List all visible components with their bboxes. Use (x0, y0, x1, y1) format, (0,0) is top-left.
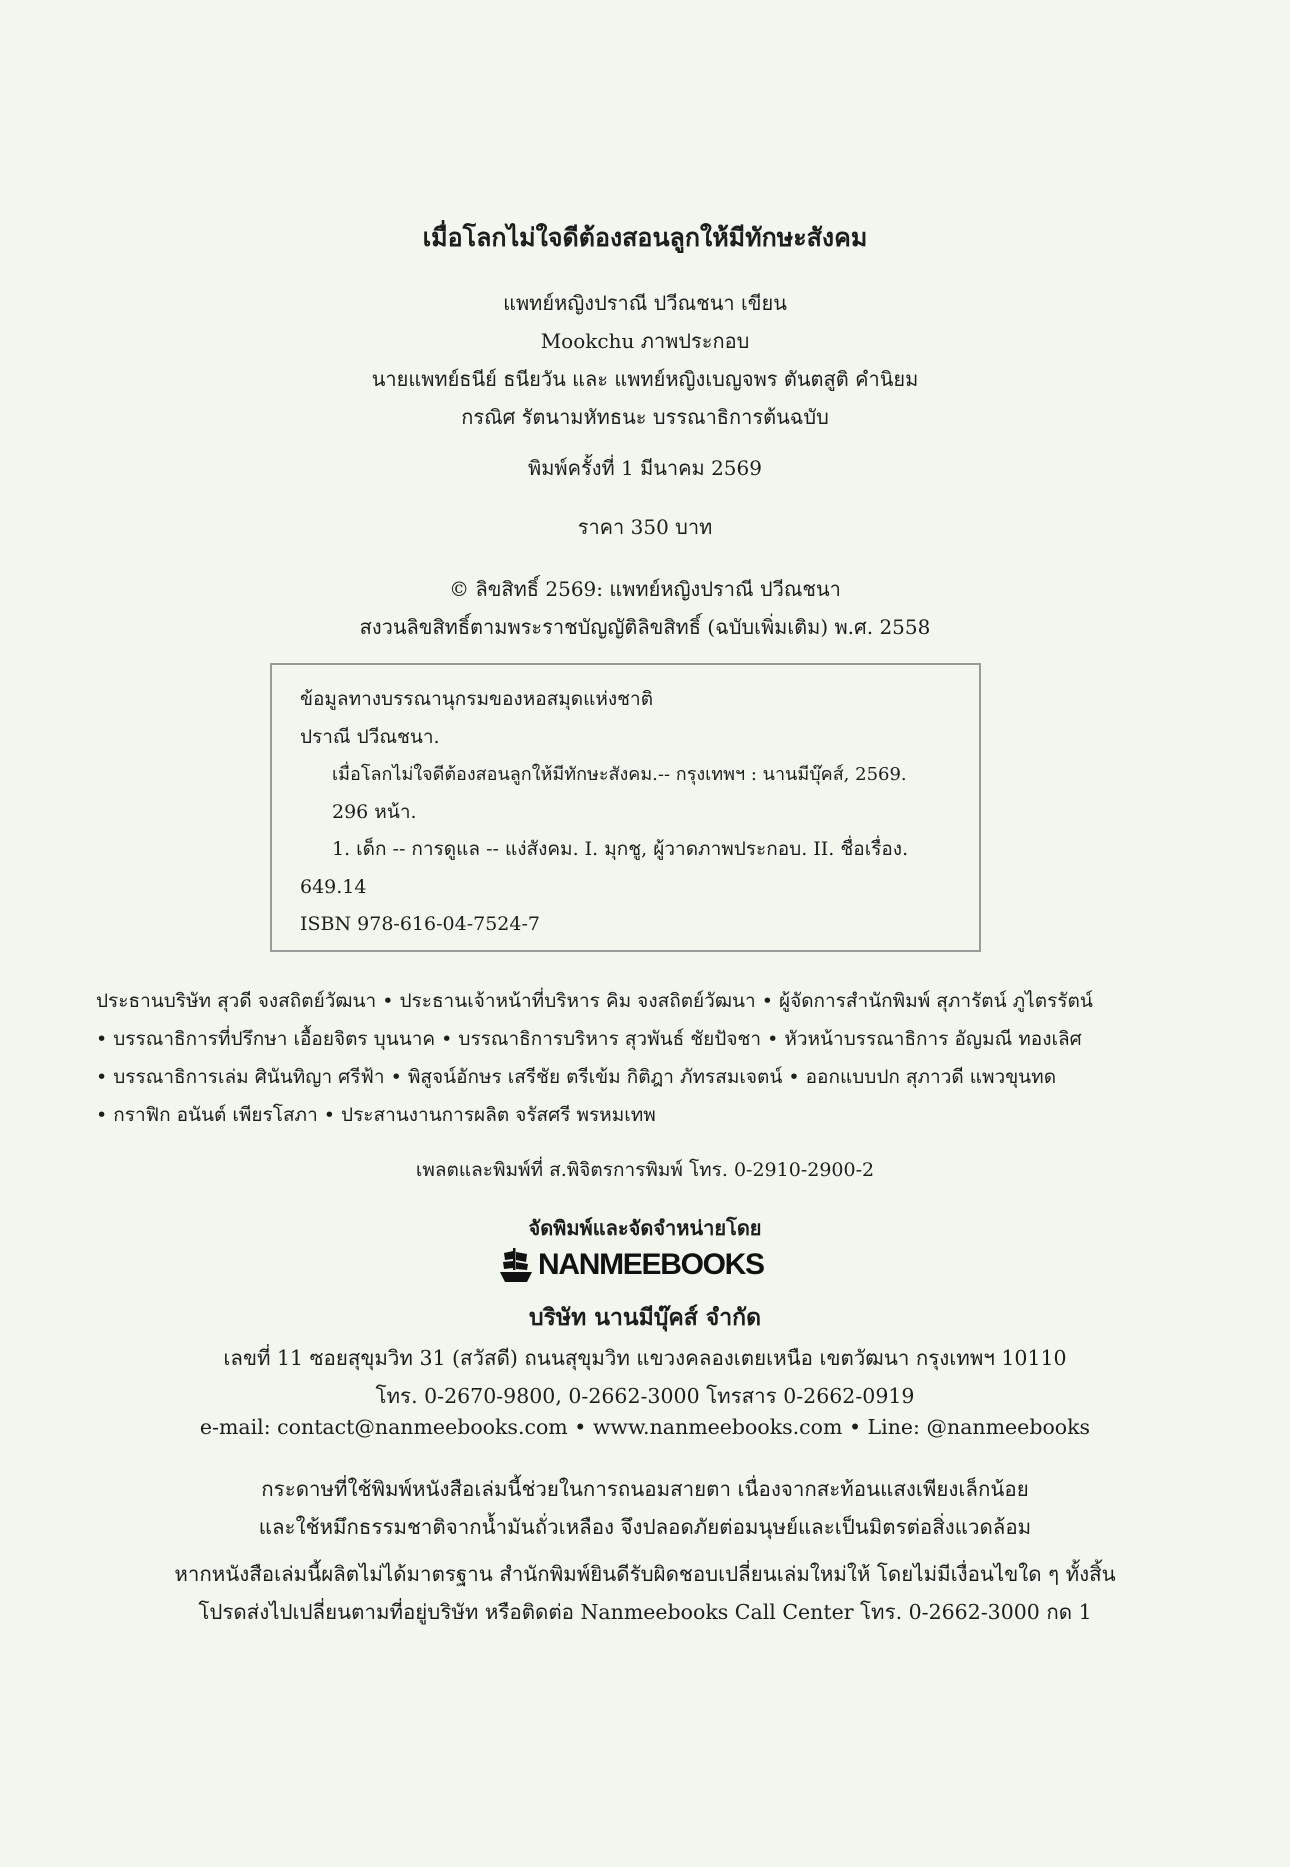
printing-edition: พิมพ์ครั้งที่ 1 มีนาคม 2569 (528, 456, 762, 480)
cip-title: เมื่อโลกไม่ใจดีต้องสอนลูกให้มีทักษะสังคม.-- กรุงเทพฯ : นานมีบุ๊คส์, 2569. (332, 764, 907, 785)
credit-editor: กรณิศ รัตนามหัทธนะ บรรณาธิการต้นฉบับ (461, 405, 829, 429)
copyright-law-line: สงวนลิขสิทธิ์ตามพระราชบัญญัติลิขสิทธิ์ (ฉบับเพิ่มเติม) พ.ศ. 2558 (359, 615, 931, 639)
book-credits (0, 284, 1290, 436)
cip-data-box (270, 663, 981, 952)
note-line: และใช้หมึกธรรมชาติจากน้ำมันถั่วเหลือง จึงปลอดภัยต่อมนุษย์และเป็นมิตรต่อสิ่งแวดล้อม (258, 1515, 1032, 1539)
replacement-note (0, 1555, 1290, 1631)
credit-foreword: นายแพทย์ธนีย์ ธนียวัน และ แพทย์หญิงเบญจพร ตันตสูติ คำนิยม (371, 367, 919, 391)
book-title: เมื่อโลกไม่ใจดีต้องสอนลูกให้มีทักษะสังคม (422, 223, 868, 252)
printer-info: เพลตและพิมพ์ที่ ส.พิจิตรการพิมพ์ โทร. 0-2910-2900-2 (415, 1159, 875, 1181)
contact-line: e-mail: contact@nanmeebooks.com • www.nanmeebooks.com • Line: @nanmeebooks (199, 1415, 1091, 1439)
company-address (0, 1339, 1290, 1415)
note-line: หากหนังสือเล่มนี้ผลิตไม่ได้มาตรฐาน สำนักพิมพ์ยินดีรับผิดชอบเปลี่ยนเล่มใหม่ให้ โดยไม่มีเงื่อนไขใด ๆ ทั้งสิ้น (174, 1562, 1116, 1586)
cip-subjects: 1. เด็ก -- การดูแล -- แง่สังคม. I. มุกชู, ผู้วาดภาพประกอบ. II. ชื่อเรื่อง. (332, 838, 909, 860)
staff-line: • บรรณาธิการเล่ม ศินันทิญา ศรีฟ้า • พิสูจน์อักษร เสรีชัย ตรีเข้ม กิติฎา ภัทรสมเจตน์ • ออกแบบปก สุภาวดี แพวขุนทด (96, 1066, 1057, 1088)
cip-classification: 649.14 (300, 875, 367, 898)
ship-icon (500, 1247, 532, 1283)
note-line: โปรดส่งไปเปลี่ยนตามที่อยู่บริษัท หรือติดต่อ Nanmeebooks Call Center โทร. 0-2662-3000 กด 1 (198, 1600, 1092, 1624)
cip-isbn: ISBN 978-616-04-7524-7 (300, 913, 540, 935)
copyright (0, 570, 1290, 646)
credit-illustrator: Mookchu ภาพประกอบ (540, 329, 750, 353)
staff-line: • บรรณาธิการที่ปรึกษา เอื้อยจิตร บุนนาค • บรรณาธิการบริหาร สุวพันธ์ ชัยปัจชา • หัวหน้าบรรณาธิการ อัญมณี ทองเลิศ (96, 1028, 1082, 1050)
distributor-heading: จัดพิมพ์และจัดจำหน่ายโดย (528, 1216, 762, 1240)
staff-line: • กราฟิก อนันต์ เพียรโสภา • ประสานงานการผลิต จรัสศรี พรหมเทพ (96, 1104, 656, 1126)
address-line: เลขที่ 11 ซอยสุขุมวิท 31 (สวัสดี) ถนนสุขุมวิท แขวงคลองเตยเหนือ เขตวัฒนา กรุงเทพฯ 10110 (223, 1346, 1067, 1370)
staff-line: ประธานบริษัท สุวดี จงสถิตย์วัฒนา • ประธานเจ้าหน้าที่บริหาร คิม จงสถิตย์วัฒนา • ผู้จัดการสำนักพิมพ์ สุภารัตน์ ภูไตรรัตน์ (96, 990, 1093, 1012)
company-name: บริษัท นานมีบุ๊คส์ จำกัด (528, 1305, 762, 1331)
phone-line: โทร. 0-2670-9800, 0-2662-3000 โทรสาร 0-2662-0919 (375, 1384, 915, 1408)
price: ราคา 350 บาท (577, 515, 713, 539)
cip-pages: 296 หน้า. (332, 800, 417, 823)
copyright-line: © ลิขสิทธิ์ 2569: แพทย์หญิงปราณี ปวีณชนา (449, 577, 841, 601)
credit-author: แพทย์หญิงปราณี ปวีณชนา เขียน (503, 291, 787, 315)
nanmeebooks-logo (500, 1245, 764, 1285)
logo-text: NANMEEBOOKS (538, 1248, 764, 1281)
cip-heading: ข้อมูลทางบรรณานุกรมของหอสมุดแห่งชาติ (300, 688, 654, 710)
note-line: กระดาษที่ใช้พิมพ์หนังสือเล่มนี้ช่วยในการถนอมสายตา เนื่องจากสะท้อนแสงเพียงเล็กน้อย (261, 1477, 1029, 1501)
staff-list (96, 982, 1196, 1134)
paper-note (0, 1470, 1290, 1546)
cip-author: ปราณี ปวีณชนา. (300, 725, 440, 748)
